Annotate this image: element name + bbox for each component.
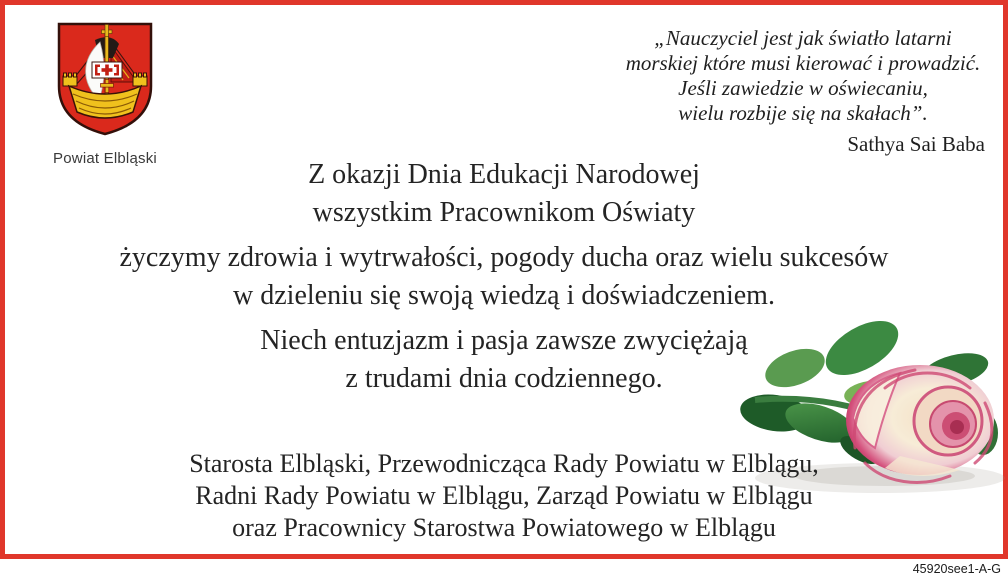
message-line: życzymy zdrowia i wytrwałości, pogody ducha oraz wielu sukcesów bbox=[119, 242, 889, 273]
message-line: w dzieleniu się swoją wiedzą i doświadczeniem. bbox=[233, 280, 775, 311]
quote-line: wielu rozbije się na skałach”. bbox=[678, 101, 928, 125]
quote-attribution: Sathya Sai Baba bbox=[847, 132, 985, 156]
coat-of-arms-block bbox=[50, 20, 160, 167]
message-line: wszystkim Pracownikom Oświaty bbox=[312, 197, 696, 228]
signature-line: Radni Rady Powiatu w Elblągu, Zarząd Powiatu w Elblągu bbox=[195, 481, 813, 510]
signature-line: oraz Pracownicy Starostwa Powiatowego w Elblągu bbox=[232, 513, 776, 542]
signature-block bbox=[0, 448, 1008, 544]
quote-line: morskiej które musi kierować i prowadzić. bbox=[625, 51, 981, 75]
quote-line: Jeśli zawiedzie w oświecaniu, bbox=[678, 76, 928, 100]
message-line: z trudami dnia codziennego. bbox=[345, 363, 663, 394]
print-code: 45920see1-A-G bbox=[912, 562, 1001, 576]
signature-line: Starosta Elbląski, Przewodnicząca Rady Powiatu w Elblągu, bbox=[189, 449, 819, 478]
message-line: Niech entuzjazm i pasja zawsze zwyciężają bbox=[260, 325, 748, 356]
powiat-elblaski-crest-icon bbox=[55, 20, 155, 146]
quote-line: „Nauczyciel jest jak światło latarni bbox=[654, 26, 952, 50]
main-message bbox=[0, 156, 1008, 398]
quote-block bbox=[603, 26, 1003, 157]
message-line: Z okazji Dnia Edukacji Narodowej bbox=[308, 159, 700, 190]
emblem-label: Powiat Elbląski bbox=[53, 150, 157, 167]
